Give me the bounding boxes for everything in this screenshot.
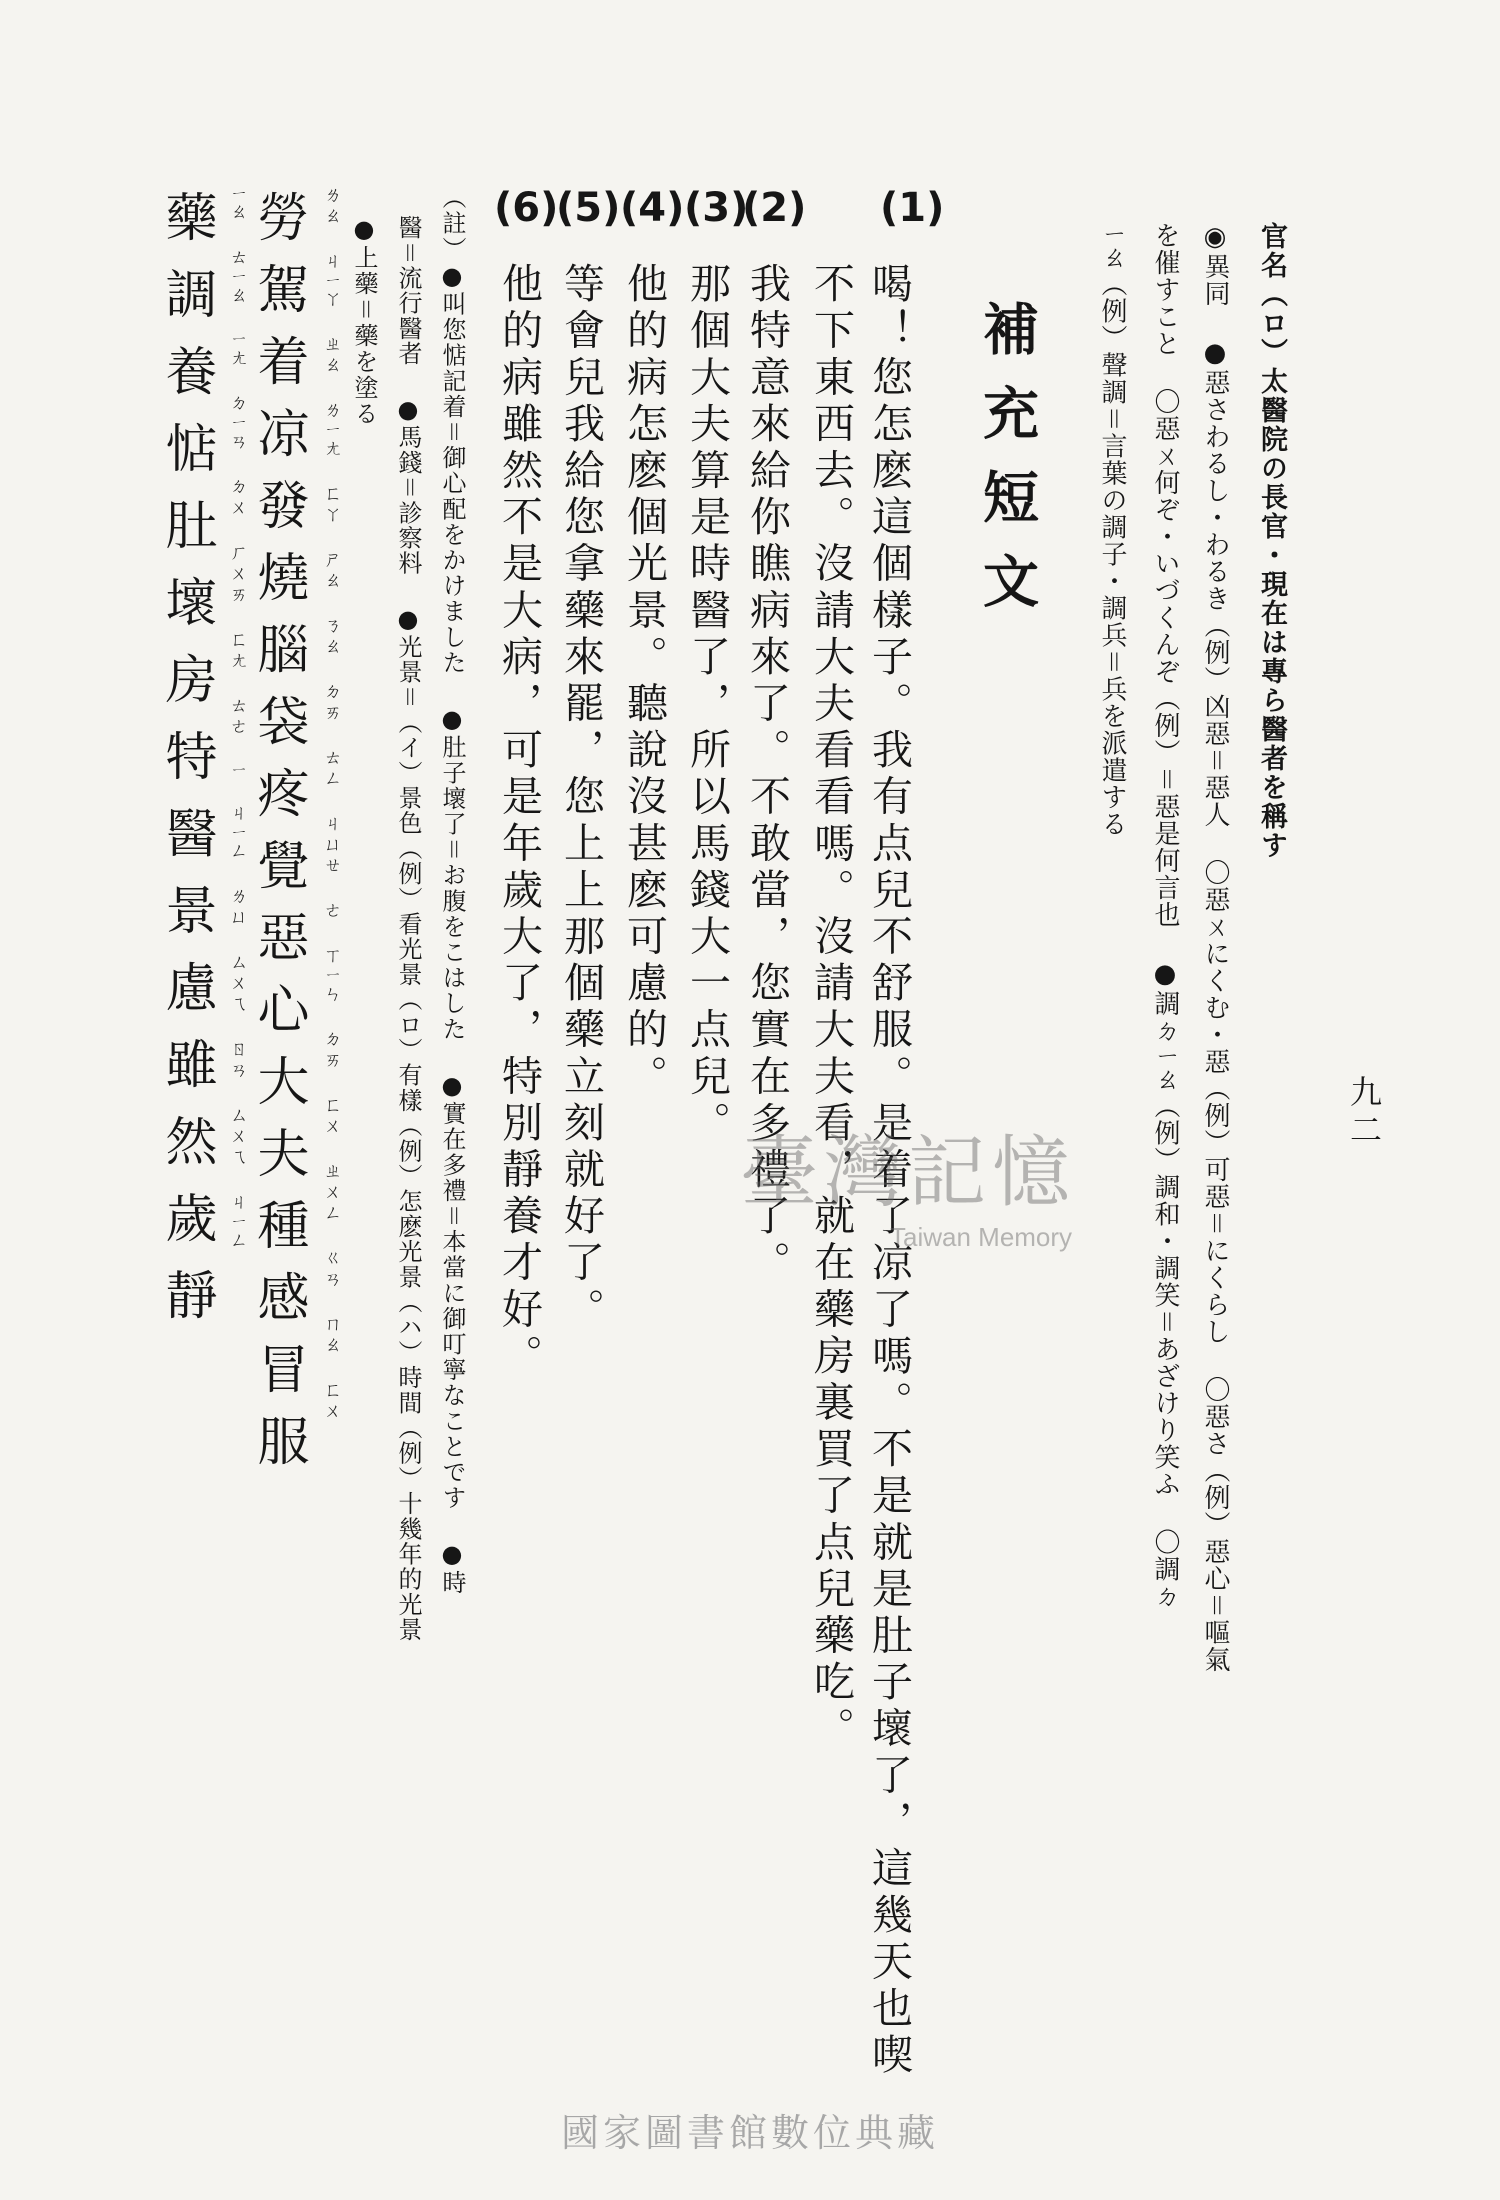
- sentence-number-5: (5): [556, 185, 621, 231]
- sentence-1-line-2: 不下東西去。沒請大夫看看嗎。沒請大夫看，就在藥房裏買了点兒藥吃。: [807, 262, 855, 1754]
- sentence-number-4: (4): [620, 185, 685, 231]
- sentence-1-line-1: 喝！您怎麽這個樣子。我有点兒不舒服。是着了凉了嗎。不是就是肚子壞了，這幾天也喫: [865, 262, 913, 2080]
- sentence-number-6: (6): [494, 185, 559, 231]
- sentence-number-1: (1): [880, 185, 945, 231]
- note-line-3: ●上藥＝藥を塗る: [350, 215, 378, 427]
- footer-text: 國家圖書館數位典藏: [560, 2111, 939, 2155]
- watermark-sub: Taiwan Memory: [890, 1222, 1073, 1252]
- vocab-row-3: 藥調養惦肚壞房特醫景慮雖然歲靜: [156, 190, 216, 1345]
- sentence-number-2: (2): [742, 185, 807, 231]
- definition-line-4: ㄧㄠ（例）聲調＝言葉の調子・調兵＝兵を派遣する: [1097, 222, 1127, 838]
- sentence-4-text: 他的病怎麽個光景。聽說沒甚麽可慮的。: [620, 262, 668, 1101]
- watermark-logo: [740, 1110, 1076, 1253]
- definition-line-1: 官名（ロ）太醫院の長官・現在は專ら醫者を稱す: [1256, 222, 1287, 860]
- vocab-zhuyin-row-2: ㄌㄠ ㄐㄧㄚ ㄓㄠ ㄌㄧㄤ ㄈㄚ ㄕㄠ ㄋㄠ ㄉㄞ ㄊㄥ ㄐㄩㄝ ㄜ ㄒㄧㄣ ㄉㄞ ㄈㄨ ㄓㄨㄥ ㄍㄢ ㄇㄠ ㄈㄨ: [321, 185, 342, 1423]
- definition-line-2: ◉異同 ●惡さわるし・わるき（例）凶惡＝惡人 〇惡ㄨにくむ・惡（例）可惡＝にくらし 〇惡さ（例）惡心＝嘔氣: [1200, 222, 1230, 1673]
- section-title: 補充短文: [974, 300, 1040, 636]
- sentence-3-text: 那個大夫算是時醫了，所以馬錢大一点兒。: [683, 262, 731, 1148]
- sentence-number-3: (3): [684, 185, 749, 231]
- note-line-2: 醫＝流行醫者 ●馬錢＝診察料 ●光景＝（イ）景色（例）看光景（ロ）有樣（例）怎麽光景（ハ）時間（例）十幾年的光景: [394, 215, 422, 1643]
- vocab-zhuyin-row-3: ㄧㄠ ㄊㄧㄠ ㄧㄤ ㄉㄧㄢ ㄉㄨ ㄏㄨㄞ ㄈㄤ ㄊㄜ ㄧ ㄐㄧㄥ ㄌㄩ ㄙㄨㄟ ㄖㄢ ㄙㄨㄟ ㄐㄧㄥ: [227, 185, 248, 1252]
- watermark-main: 臺灣記憶: [740, 1128, 1077, 1218]
- sentence-5-text: 等會兒我給您拿藥來罷，您上上那個藥立刻就好了。: [557, 262, 605, 1334]
- sentence-6-text: 他的病雖然不是大病，可是年歲大了，特別靜養才好。: [495, 262, 543, 1381]
- definition-line-3: を催すこと 〇惡ㄨ何ぞ・いづくんぞ（例）＝惡是何言也 ●調ㄉㄧㄠ（例）調和・調笑＝あざけり笑ふ 〇調ㄉ: [1150, 222, 1180, 1610]
- sentence-2-text: 我特意來給你瞧病來了。不敢當，您實在多禮了。: [743, 262, 791, 1288]
- page-number: 九二: [1345, 1075, 1383, 1151]
- note-line-1: （註）●叫您惦記着＝御心配をかけました ●肚子壞了＝お腹をこはした ●實在多禮＝本當に御叮寧なことです ●時: [438, 185, 466, 1596]
- vocab-row-2: 勞駕着凉發燒腦袋疼覺惡心大夫種感冒服: [248, 190, 308, 1486]
